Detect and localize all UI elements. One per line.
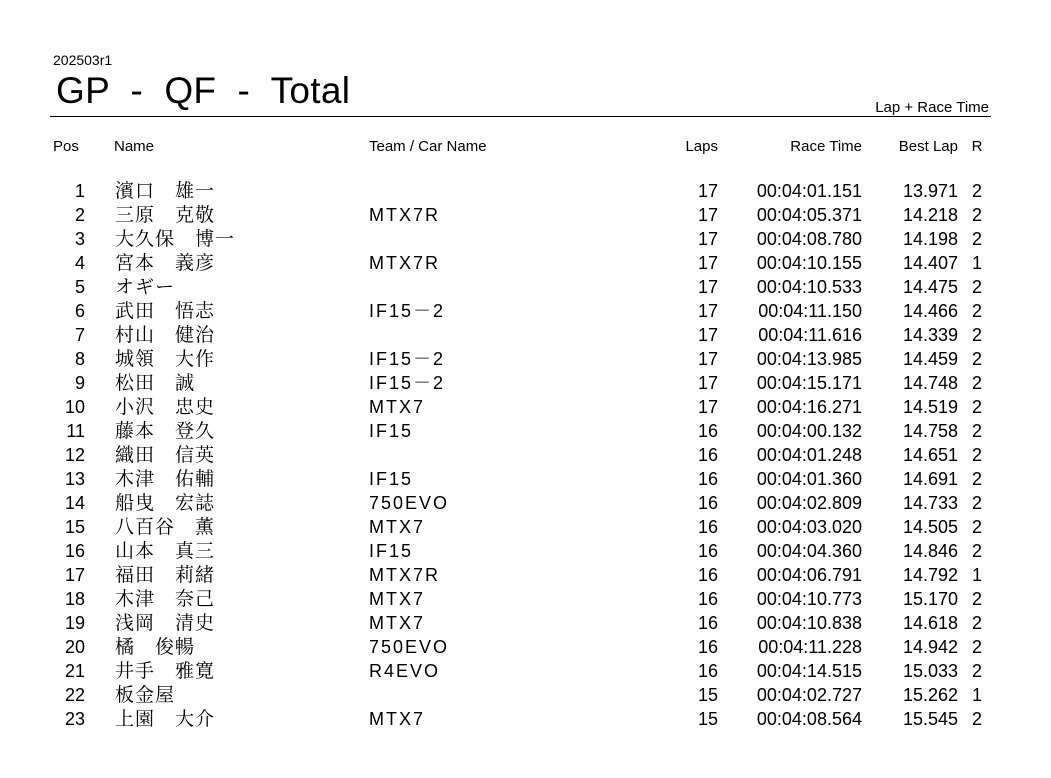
header-rule — [50, 116, 991, 117]
cell-laps: 16 — [697, 421, 718, 441]
cell-name: 井手 雅寛 — [115, 660, 216, 682]
cell-best-lap: 14.459 — [902, 349, 958, 369]
cell-r: 2 — [971, 709, 982, 729]
cell-pos: 5 — [74, 277, 85, 297]
cell-pos: 2 — [74, 205, 85, 225]
result-row — [0, 587, 1051, 611]
cell-race-time: 00:04:16.271 — [756, 397, 862, 417]
cell-r: 2 — [971, 613, 982, 633]
cell-name: 織田 信英 — [115, 444, 216, 466]
cell-name: 浅岡 清史 — [115, 612, 216, 634]
result-row — [0, 179, 1051, 203]
cell-team: R4EVO — [369, 661, 441, 681]
cell-r: 2 — [971, 541, 982, 561]
cell-best-lap: 15.170 — [902, 589, 958, 609]
cell-team: IF15 — [369, 421, 414, 441]
cell-best-lap: 14.942 — [902, 637, 958, 657]
cell-pos: 21 — [64, 661, 85, 681]
cell-best-lap: 14.618 — [902, 613, 958, 633]
cell-name: 小沢 忠史 — [115, 396, 216, 418]
result-row — [0, 635, 1051, 659]
cell-name: 山本 真三 — [115, 540, 216, 562]
result-row — [0, 371, 1051, 395]
cell-race-time: 00:04:10.838 — [756, 613, 862, 633]
result-row — [0, 683, 1051, 707]
cell-name: 村山 健治 — [115, 324, 216, 346]
cell-best-lap: 14.792 — [902, 565, 958, 585]
cell-pos: 20 — [64, 637, 85, 657]
cell-best-lap: 14.733 — [902, 493, 958, 513]
result-row — [0, 227, 1051, 251]
cell-best-lap: 14.505 — [902, 517, 958, 537]
cell-race-time: 00:04:02.727 — [756, 685, 862, 705]
cell-laps: 17 — [697, 205, 718, 225]
cell-race-time: 00:04:11.228 — [758, 637, 862, 657]
cell-name: オギー — [115, 276, 176, 298]
cell-best-lap: 15.033 — [902, 661, 958, 681]
result-row — [0, 299, 1051, 323]
cell-laps: 17 — [697, 253, 718, 273]
cell-team: IF15 — [369, 469, 414, 489]
cell-team: MTX7 — [369, 397, 426, 417]
cell-pos: 23 — [64, 709, 85, 729]
cell-best-lap: 15.262 — [902, 685, 958, 705]
cell-race-time: 00:04:08.564 — [756, 709, 862, 729]
cell-pos: 15 — [64, 517, 85, 537]
cell-best-lap: 14.475 — [902, 277, 958, 297]
cell-r: 2 — [971, 181, 982, 201]
cell-pos: 6 — [74, 301, 85, 321]
cell-team: IF15－2 — [369, 301, 446, 321]
cell-race-time: 00:04:13.985 — [756, 349, 862, 369]
cell-laps: 17 — [697, 301, 718, 321]
cell-r: 2 — [971, 445, 982, 465]
cell-laps: 17 — [697, 277, 718, 297]
cell-team: 750EVO — [369, 493, 450, 513]
cell-race-time: 00:04:01.248 — [756, 445, 862, 465]
cell-laps: 17 — [697, 373, 718, 393]
cell-best-lap: 14.407 — [902, 253, 958, 273]
cell-laps: 16 — [697, 493, 718, 513]
cell-best-lap: 14.466 — [902, 301, 958, 321]
cell-pos: 4 — [74, 253, 85, 273]
cell-team: 750EVO — [369, 637, 450, 657]
result-row — [0, 611, 1051, 635]
cell-name: 木津 奈己 — [115, 588, 216, 610]
cell-laps: 16 — [697, 541, 718, 561]
cell-name: 三原 克敬 — [115, 204, 216, 226]
result-row — [0, 707, 1051, 731]
cell-race-time: 00:04:03.020 — [756, 517, 862, 537]
result-row — [0, 515, 1051, 539]
cell-r: 2 — [971, 589, 982, 609]
cell-best-lap: 14.846 — [902, 541, 958, 561]
column-header-name: Name — [114, 138, 155, 155]
cell-pos: 18 — [64, 589, 85, 609]
result-row — [0, 539, 1051, 563]
page-title: GP - QF - Total — [56, 70, 351, 111]
cell-pos: 22 — [64, 685, 85, 705]
cell-best-lap: 14.691 — [902, 469, 958, 489]
cell-best-lap: 14.519 — [902, 397, 958, 417]
cell-race-time: 00:04:14.515 — [756, 661, 862, 681]
cell-pos: 8 — [74, 349, 85, 369]
cell-team: MTX7 — [369, 517, 426, 537]
cell-pos: 16 — [64, 541, 85, 561]
cell-r: 2 — [971, 421, 982, 441]
cell-team: MTX7R — [369, 205, 441, 225]
cell-laps: 15 — [697, 685, 718, 705]
cell-race-time: 00:04:00.132 — [756, 421, 862, 441]
cell-r: 2 — [971, 229, 982, 249]
column-header-team: Team / Car Name — [369, 138, 487, 155]
cell-best-lap: 14.748 — [902, 373, 958, 393]
column-header-race-time: Race Time — [790, 138, 862, 155]
cell-team: IF15－2 — [369, 349, 446, 369]
cell-pos: 9 — [74, 373, 85, 393]
column-header-r: R — [971, 138, 983, 155]
cell-pos: 17 — [64, 565, 85, 585]
cell-team: MTX7 — [369, 589, 426, 609]
cell-best-lap: 14.758 — [902, 421, 958, 441]
cell-laps: 16 — [697, 469, 718, 489]
cell-team: MTX7R — [369, 253, 441, 273]
cell-best-lap: 14.339 — [902, 325, 958, 345]
cell-race-time: 00:04:02.809 — [756, 493, 862, 513]
cell-laps: 16 — [697, 565, 718, 585]
cell-r: 1 — [971, 565, 982, 585]
cell-pos: 1 — [74, 181, 85, 201]
cell-name: 濱口 雄一 — [115, 180, 216, 202]
cell-r: 2 — [971, 661, 982, 681]
cell-r: 2 — [971, 493, 982, 513]
cell-pos: 13 — [64, 469, 85, 489]
cell-race-time: 00:04:06.791 — [756, 565, 862, 585]
column-header-pos: Pos — [53, 138, 79, 155]
cell-laps: 16 — [697, 589, 718, 609]
cell-r: 2 — [971, 205, 982, 225]
cell-name: 橘 俊暢 — [115, 636, 196, 658]
cell-laps: 15 — [697, 709, 718, 729]
cell-race-time: 00:04:01.151 — [756, 181, 862, 201]
result-row — [0, 467, 1051, 491]
cell-r: 2 — [971, 349, 982, 369]
cell-r: 2 — [971, 277, 982, 297]
result-row — [0, 395, 1051, 419]
cell-best-lap: 15.545 — [902, 709, 958, 729]
cell-race-time: 00:04:04.360 — [756, 541, 862, 561]
cell-laps: 16 — [697, 637, 718, 657]
results-table — [0, 179, 1051, 731]
cell-laps: 16 — [697, 613, 718, 633]
cell-r: 2 — [971, 517, 982, 537]
result-row — [0, 347, 1051, 371]
cell-race-time: 00:04:08.780 — [756, 229, 862, 249]
column-header-laps: Laps — [685, 138, 718, 155]
cell-name: 木津 佑輔 — [115, 468, 216, 490]
column-header-best-lap: Best Lap — [898, 138, 958, 155]
cell-r: 2 — [971, 301, 982, 321]
cell-race-time: 00:04:10.773 — [756, 589, 862, 609]
cell-team: IF15 — [369, 541, 414, 561]
cell-r: 2 — [971, 325, 982, 345]
cell-r: 2 — [971, 397, 982, 417]
cell-r: 1 — [971, 253, 982, 273]
cell-name: 松田 誠 — [115, 372, 196, 394]
cell-name: 城領 大作 — [115, 348, 216, 370]
event-code: 202503r1 — [53, 52, 113, 68]
cell-race-time: 00:04:15.171 — [756, 373, 862, 393]
cell-pos: 12 — [64, 445, 85, 465]
cell-r: 2 — [971, 373, 982, 393]
cell-name: 宮本 義彦 — [115, 252, 216, 274]
cell-team: MTX7R — [369, 565, 441, 585]
cell-laps: 17 — [697, 397, 718, 417]
result-row — [0, 419, 1051, 443]
cell-r: 2 — [971, 469, 982, 489]
page-subtitle: Lap + Race Time — [875, 99, 989, 116]
cell-best-lap: 14.651 — [902, 445, 958, 465]
cell-best-lap: 13.971 — [902, 181, 958, 201]
cell-laps: 16 — [697, 661, 718, 681]
cell-name: 上園 大介 — [115, 708, 216, 730]
result-row — [0, 323, 1051, 347]
cell-pos: 14 — [64, 493, 85, 513]
result-row — [0, 491, 1051, 515]
cell-laps: 16 — [697, 517, 718, 537]
cell-name: 藤本 登久 — [115, 420, 216, 442]
cell-best-lap: 14.198 — [902, 229, 958, 249]
cell-pos: 10 — [64, 397, 85, 417]
result-row — [0, 659, 1051, 683]
cell-race-time: 00:04:11.616 — [758, 325, 862, 345]
cell-name: 八百谷 薫 — [115, 516, 216, 538]
cell-team: IF15－2 — [369, 373, 446, 393]
cell-laps: 17 — [697, 229, 718, 249]
cell-r: 2 — [971, 637, 982, 657]
cell-pos: 11 — [66, 421, 85, 441]
cell-race-time: 00:04:11.150 — [758, 301, 862, 321]
cell-name: 武田 悟志 — [115, 300, 216, 322]
cell-r: 1 — [971, 685, 982, 705]
cell-name: 板金屋 — [115, 684, 176, 706]
cell-race-time: 00:04:10.533 — [756, 277, 862, 297]
result-row — [0, 563, 1051, 587]
cell-race-time: 00:04:10.155 — [756, 253, 862, 273]
cell-race-time: 00:04:01.360 — [756, 469, 862, 489]
cell-team: MTX7 — [369, 613, 426, 633]
result-row — [0, 275, 1051, 299]
cell-laps: 17 — [697, 325, 718, 345]
cell-pos: 3 — [74, 229, 85, 249]
cell-name: 大久保 博一 — [115, 228, 236, 250]
cell-name: 船曳 宏誌 — [115, 492, 216, 514]
cell-pos: 7 — [74, 325, 85, 345]
result-row — [0, 203, 1051, 227]
cell-best-lap: 14.218 — [902, 205, 958, 225]
result-row — [0, 251, 1051, 275]
cell-name: 福田 莉緒 — [115, 564, 216, 586]
cell-laps: 16 — [697, 445, 718, 465]
cell-race-time: 00:04:05.371 — [756, 205, 862, 225]
cell-laps: 17 — [697, 349, 718, 369]
cell-laps: 17 — [697, 181, 718, 201]
cell-pos: 19 — [64, 613, 85, 633]
cell-team: MTX7 — [369, 709, 426, 729]
result-row — [0, 443, 1051, 467]
